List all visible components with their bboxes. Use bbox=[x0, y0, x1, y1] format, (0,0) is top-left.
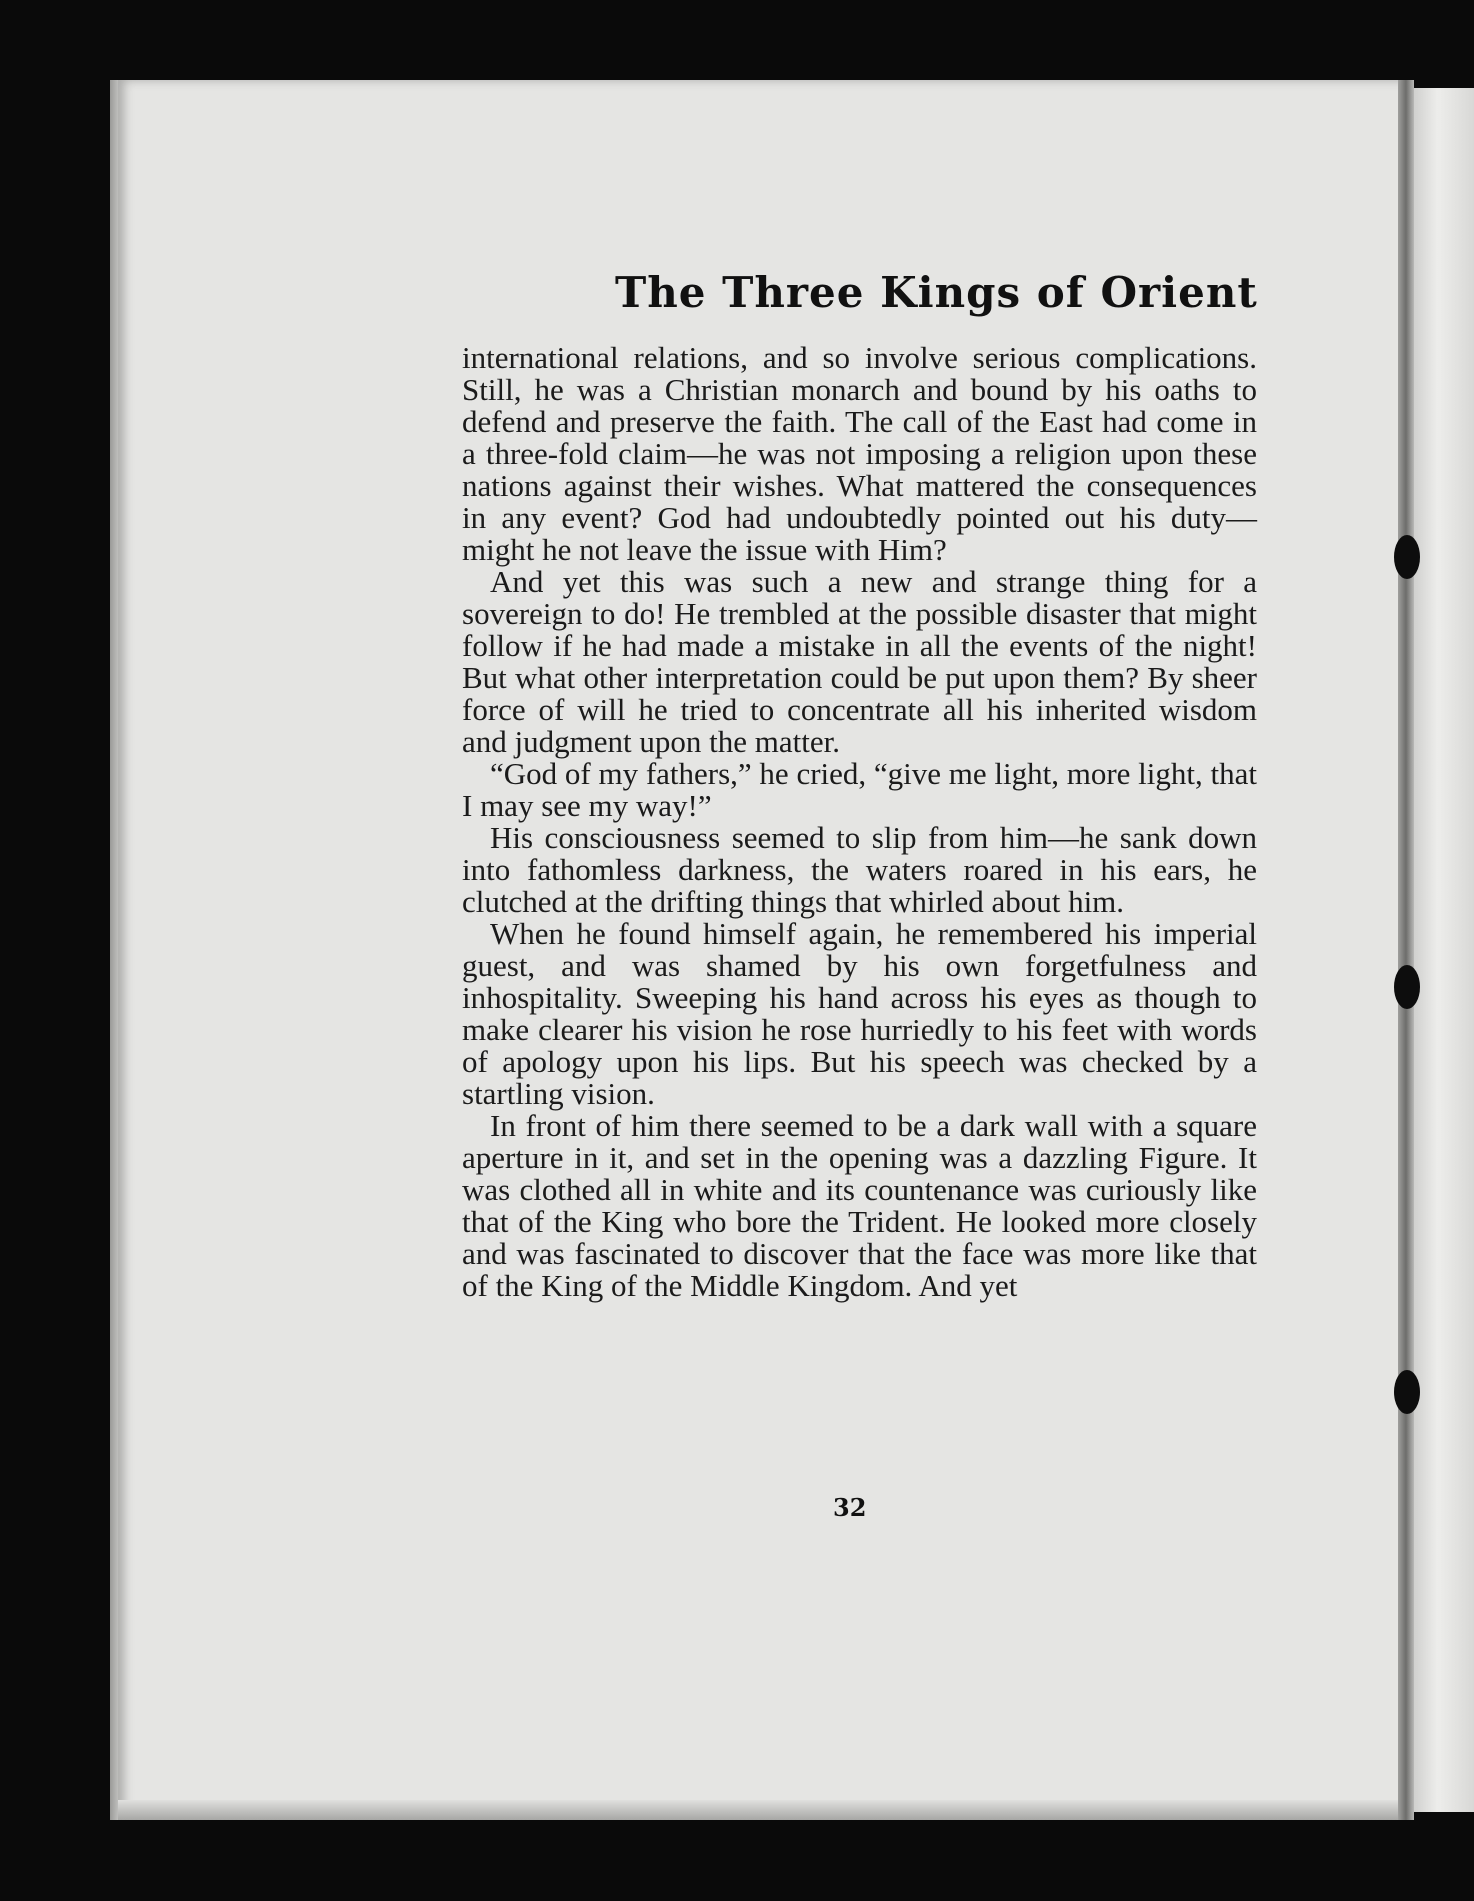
binding-hole bbox=[1394, 1370, 1420, 1414]
binding-fold bbox=[1398, 80, 1414, 1820]
paragraph: international relations, and so involve serious complications. Still, he was a Christian monarch and bound by his oaths to defend and preserve the faith. The call of the East had come in a three-fold claim—he was not imposing a religion upon these nations against their wishes. What mattered the consequences in any event? God had undoubtedly pointed out his duty—might he not leave the issue with Him? bbox=[462, 340, 1257, 567]
adjacent-page-strip bbox=[1408, 88, 1474, 1812]
running-head: The Three Kings of Orient bbox=[615, 268, 1258, 317]
paragraph: When he found himself again, he remembered his imperial guest, and was shamed by his own forgetfulness and inhospitality. Sweeping his hand across his eyes as though to make clearer his vision he rose hurriedly to his feet with words of apology upon his lips. But his speech was checked by a startling vision. bbox=[462, 916, 1257, 1111]
paragraph: “God of my fathers,” he cried, “give me light, more light, that I may see my way!” bbox=[462, 756, 1258, 823]
binding-hole bbox=[1394, 965, 1420, 1009]
page-number: 32 bbox=[833, 1493, 867, 1522]
binding-hole bbox=[1394, 535, 1420, 579]
paragraph: His consciousness seemed to slip from him—he sank down into fathomless darkness, the waters roared in his ears, he clutched at the drifting things that whirled about him. bbox=[462, 820, 1257, 919]
paragraph: In front of him there seemed to be a dark wall with a square aperture in it, and set in the opening was a dazzling Figure. It was clothed all in white and its countenance was curiously like that of the King who bore the Trident. He looked more closely and was fascinated to discover that the face was more like that of the King of the Middle Kingdom. And yet bbox=[462, 1108, 1257, 1303]
body-text bbox=[462, 342, 1257, 1302]
page-bottom-edge bbox=[118, 1800, 1408, 1820]
paragraph: And yet this was such a new and strange thing for a sovereign to do! He trembled at the possible disaster that might follow if he had made a mistake in all the events of the night! But what other interpretation could be put upon them? By sheer force of will he tried to concentrate all his inherited wisdom and judgment upon the matter. bbox=[462, 564, 1257, 759]
